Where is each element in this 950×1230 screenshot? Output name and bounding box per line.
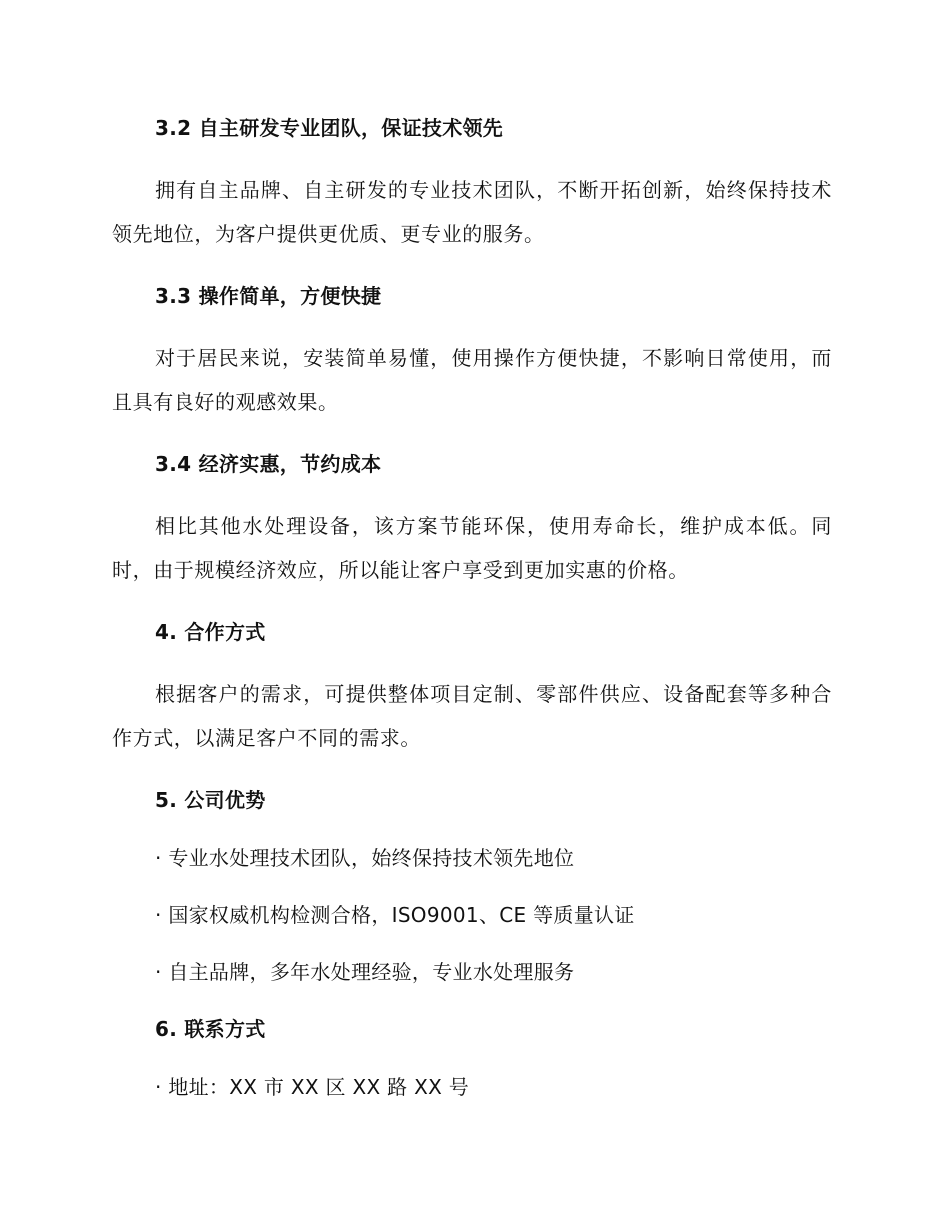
advantage-bullet-1: · 专业水处理技术团队，始终保持技术领先地位 bbox=[155, 846, 575, 870]
section-heading-5: 5. 公司优势 bbox=[155, 788, 266, 812]
section-heading-3-4: 3.4 经济实惠，节约成本 bbox=[155, 452, 382, 476]
section-body-3-3: 对于居民来说，安装简单易懂，使用操作方便快捷，不影响日常使用，而且具有良好的观感效果。 bbox=[112, 346, 832, 414]
section-heading-6: 6. 联系方式 bbox=[155, 1017, 266, 1041]
document-content bbox=[112, 110, 832, 1126]
section-body-3-2: 拥有自主品牌、自主研发的专业技术团队，不断开拓创新，始终保持技术领先地位，为客户提供更优质、更专业的服务。 bbox=[112, 178, 832, 246]
section-heading-4: 4. 合作方式 bbox=[155, 620, 266, 644]
section-body-3-4: 相比其他水处理设备，该方案节能环保，使用寿命长，维护成本低。同时，由于规模经济效应，所以能让客户享受到更加实惠的价格。 bbox=[112, 514, 832, 582]
advantage-bullet-3: · 自主品牌，多年水处理经验，专业水处理服务 bbox=[155, 960, 575, 984]
section-body-4: 根据客户的需求，可提供整体项目定制、零部件供应、设备配套等多种合作方式，以满足客户不同的需求。 bbox=[112, 682, 832, 750]
section-heading-3-3: 3.3 操作简单，方便快捷 bbox=[155, 284, 382, 308]
advantage-bullet-2: · 国家权威机构检测合格，ISO9001、CE 等质量认证 bbox=[155, 903, 635, 927]
contact-address-bullet: · 地址：XX 市 XX 区 XX 路 XX 号 bbox=[155, 1075, 470, 1099]
section-heading-3-2: 3.2 自主研发专业团队，保证技术领先 bbox=[155, 116, 504, 140]
